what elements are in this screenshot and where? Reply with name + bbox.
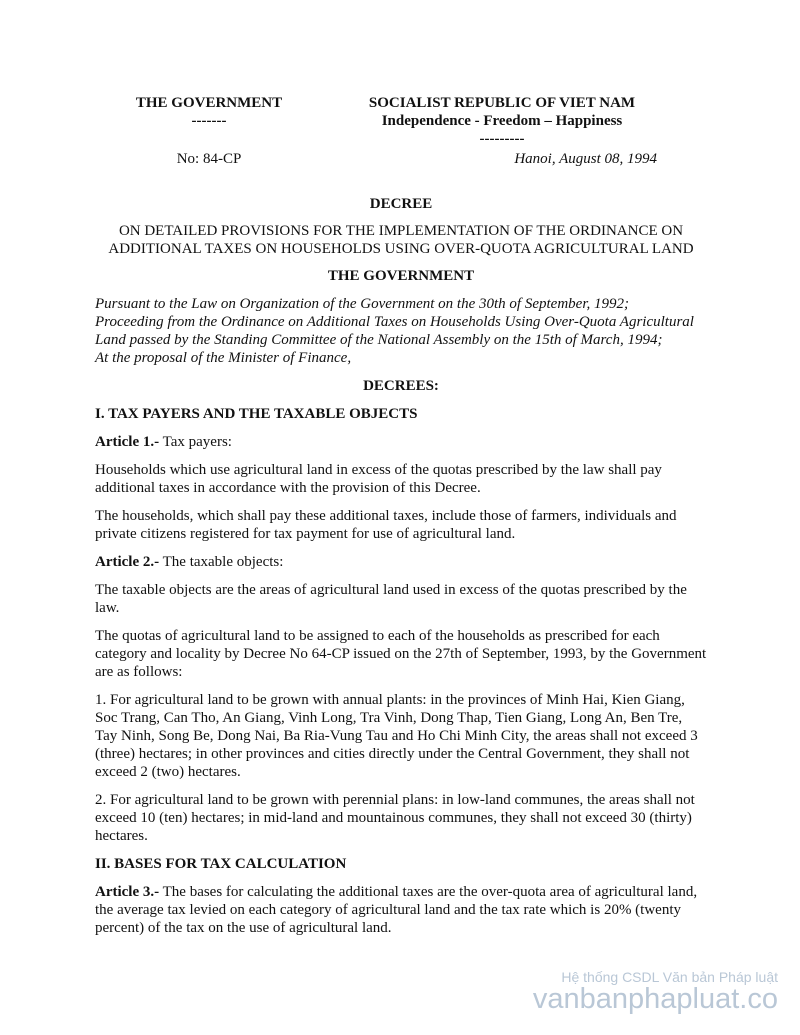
national-motto: Independence - Freedom – Happiness: [381, 113, 623, 129]
article-title: The taxable objects:: [159, 554, 284, 570]
article-3-paragraph: [95, 883, 707, 937]
preamble-line: Proceeding from the Ordinance on Additional Taxes on Households Using Over-Quota Agricultural Land passed by the Standing Committee of the National Assembly on the 15th of March, 1994;: [95, 314, 694, 348]
motto-separator: ---------: [479, 131, 525, 147]
section-heading: II. BASES FOR TAX CALCULATION: [95, 856, 347, 872]
national-title-block: [357, 94, 647, 148]
paragraph: The quotas of agricultural land to be assigned to each of the households as prescribed for each category and locality by Decree No 64-CP issued on the 27th of September, 1993, by the Government are as follows:: [95, 628, 707, 680]
decrees-heading: DECREES:: [363, 378, 439, 394]
article-label: Article 2.-: [95, 554, 160, 570]
country-name: SOCIALIST REPUBLIC OF VIET NAM: [368, 95, 636, 111]
watermark-site-name: vanbanphapluat.co: [532, 983, 778, 1015]
article-1-heading: [95, 433, 707, 451]
article-text: The bases for calculating the additional taxes are the over-quota area of agricultural land, the average tax levied on each category of agricultural land and the tax rate which is 20% (twenty percent) of the tax on the use of agricultural land.: [95, 884, 698, 936]
article-label: Article 1.-: [95, 434, 160, 450]
article-2-heading: [95, 553, 707, 571]
preamble-line: At the proposal of the Minister of Finance,: [95, 350, 352, 366]
paragraph: The households, which shall pay these additional taxes, include those of farmers, individuals and private citizens registered for tax payment for use of agricultural land.: [95, 508, 677, 542]
paragraph: Households which use agricultural land in excess of the quotas prescribed by the law shall pay additional taxes in accordance with the provision of this Decree.: [95, 462, 662, 496]
paragraph: The taxable objects are the areas of agricultural land used in excess of the quotas prescribed by the law.: [95, 582, 687, 616]
document-header: [95, 94, 707, 172]
section-heading: I. TAX PAYERS AND THE TAXABLE OBJECTS: [95, 406, 418, 422]
issuing-authority: THE GOVERNMENT: [135, 95, 283, 111]
watermark-caption: Hệ thống CSDL Văn bản Pháp luật: [561, 969, 778, 985]
preamble: [95, 295, 707, 367]
document-subject: ON DETAILED PROVISIONS FOR THE IMPLEMENTATION OF THE ORDINANCE ON ADDITIONAL TAXES ON HOUSEHOLDS USING OVER-QUOTA AGRICULTURAL LAND: [108, 223, 694, 257]
article-label: Article 3.-: [95, 884, 160, 900]
preamble-line: Pursuant to the Law on Organization of the Government on the 30th of September, 1992;: [95, 296, 629, 312]
issuer-heading: THE GOVERNMENT: [327, 268, 475, 284]
document-type-title: DECREE: [369, 196, 433, 212]
document-number: No: 84-CP: [176, 151, 242, 167]
issuing-authority-block: [95, 94, 323, 130]
authority-separator: -------: [191, 113, 227, 129]
article-title: Tax payers:: [159, 434, 232, 450]
list-item: 1. For agricultural land to be grown with annual plants: in the provinces of Minh Hai, Kien Giang, Soc Trang, Can Tho, An Giang, Vinh Long, Tra Vinh, Dong Thap, Tien Giang, Long An, Ben Tre, Tay Ninh, Song Be, Dong Nai, Ba Ria-Vung Tau and Ho Chi Minh City, the areas shall not exceed 3 (three) hectares; in other provinces and cities directly under the Central Government, they shall not exceed 2 (two) hectares.: [95, 692, 698, 780]
place-and-date: Hanoi, August 08, 1994: [514, 151, 657, 167]
list-item: 2. For agricultural land to be grown with perennial plans: in low-land communes, the areas shall not exceed 10 (ten) hectares; in mid-land and mountainous communes, they shall not exceed 30 (thirty) hectares.: [95, 792, 695, 844]
document-page: [95, 94, 707, 947]
